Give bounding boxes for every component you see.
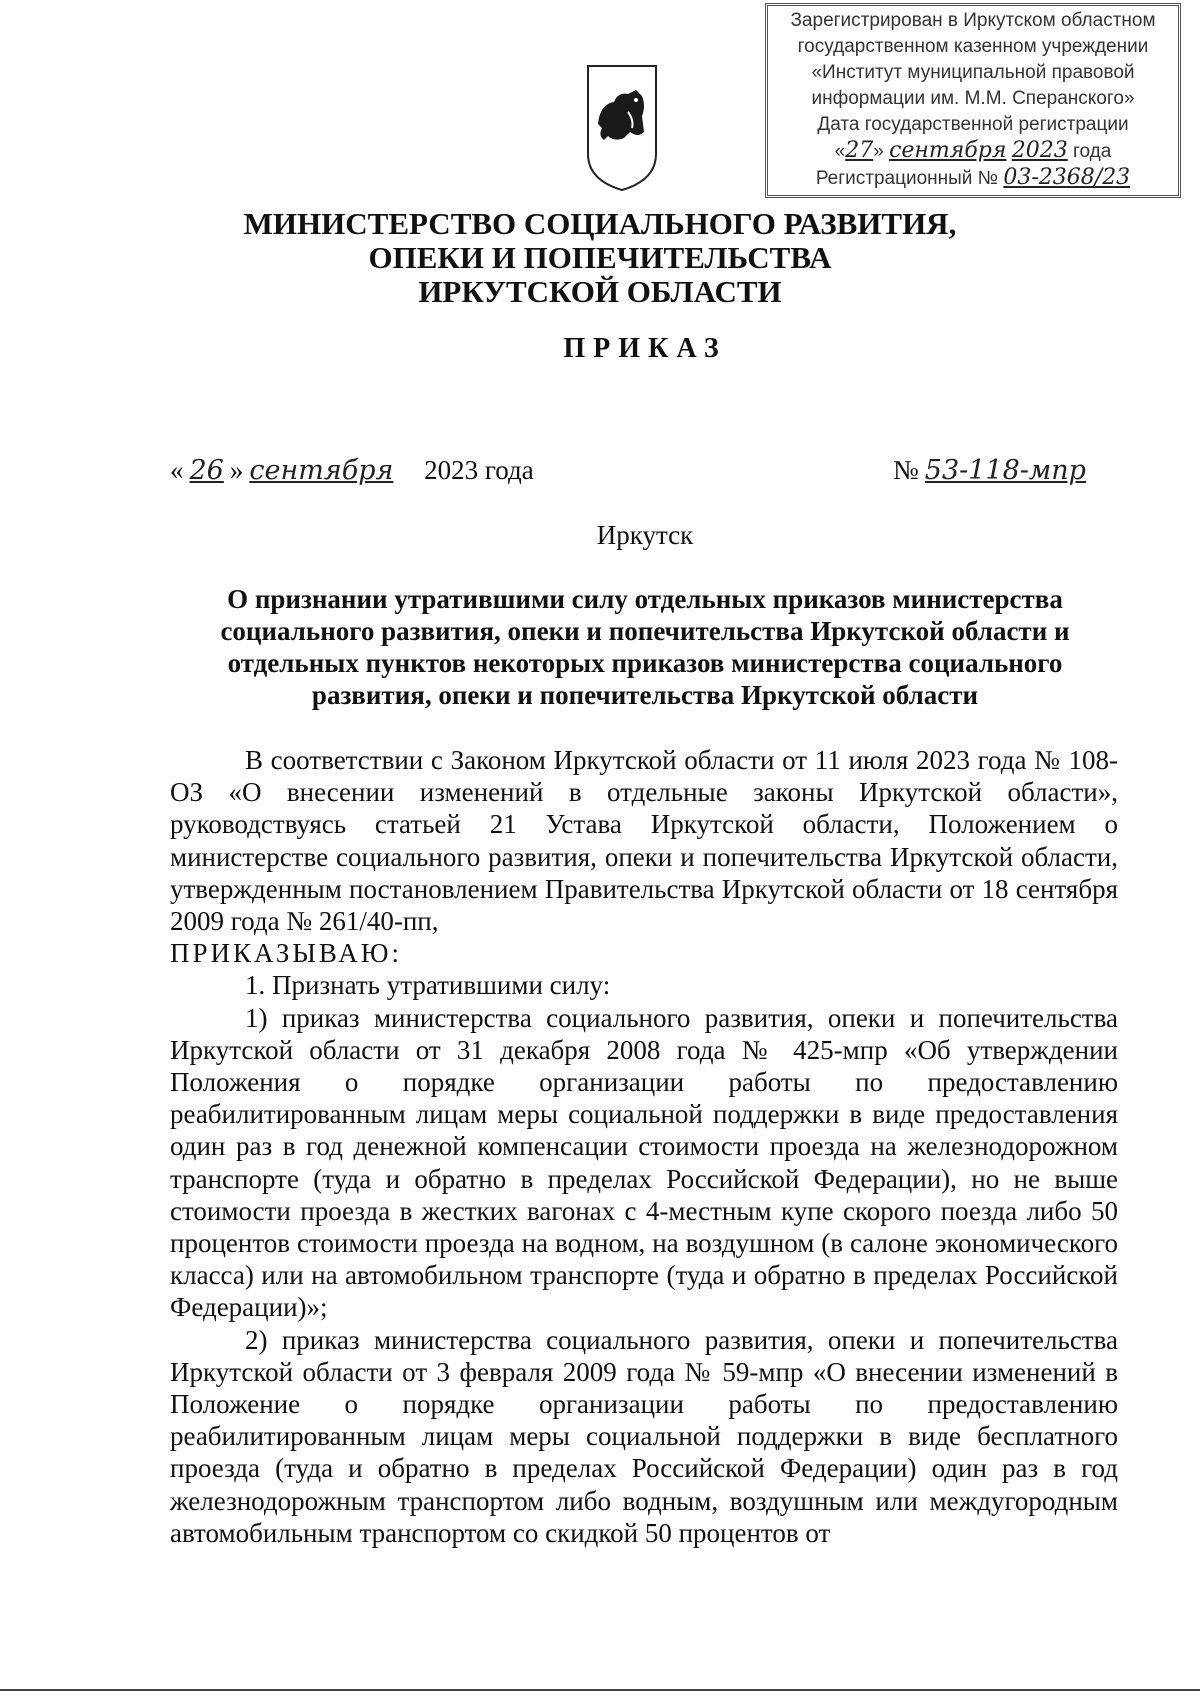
item-1: 1. Признать утратившими силу:	[245, 970, 611, 1001]
ministry-name-line1: МИНИСТЕРСТВО СОЦИАЛЬНОГО РАЗВИТИЯ,	[243, 206, 957, 241]
registration-stamp	[765, 3, 1181, 198]
order-title: О признании утратившими силу отдельных приказов министерства социального развития, опеки и попечительства Иркутской области и отдельных пунктов некоторых приказов министерства социального развития, опеки и попечительства Иркутской области	[220, 584, 1070, 710]
ministry-name-line2: ОПЕКИ И ПОПЕЧИТЕЛЬСТВА	[368, 240, 832, 275]
subitem-1: 1) приказ министерства социального развития, опеки и попечительства Иркутской области от 31 декабря 2008 года № 425-мпр «Об утверждении Положения о порядке организации работы по предоставлению реабилитированным лицам меры социальной поддержки в виде предоставления один раз в год денежной компенсации стоимости проезда на железнодорожном транспорте (туда и обратно в пределах Российской Федерации), но не выше стоимости проезда в жестких вагонах с 4-местным купе скорого поезда либо 50 процентов стоимости проезда на водном, на воздушном (в салоне экономического класса) или на автомобильном транспорте (туда и обратно в пределах Российской Федерации)»;	[170, 1002, 1118, 1323]
city: Иркутск	[596, 520, 694, 550]
date-year: 2023 года	[424, 455, 534, 485]
order-date: « 26 » сентября 2023 года	[170, 455, 534, 486]
stamp-line: информации им. М.М. Сперанского»	[811, 88, 1135, 109]
stamp-reg-number: 03-2368/23	[1003, 165, 1131, 190]
ministry-name-line3: ИРКУТСКОЙ ОБЛАСТИ	[418, 274, 782, 309]
stamp-date: «27» сентября 2023 года	[834, 138, 1112, 163]
stamp-reg: Регистрационный № 03-2368/23	[815, 165, 1131, 190]
date-day: 26	[189, 455, 224, 486]
page-bottom-rule	[0, 1689, 1200, 1691]
order-body	[170, 744, 1118, 1549]
command: ПРИКАЗЫВАЮ:	[170, 938, 402, 969]
order-number-value: 53-118-мпр	[924, 455, 1086, 486]
stamp-line: государственном казенном учреждении	[797, 36, 1149, 57]
date-month: сентября	[249, 455, 394, 486]
subitem-2: 2) приказ министерства социального развития, опеки и попечительства Иркутской области от 3 февраля 2009 года № 59-мпр «О внесении изменений в Положение о порядке организации работы по предоставлению реабилитированным лицам меры социальной поддержки в виде бесплатного проезда (туда и обратно в пределах Российской Федерации) один раз в год железнодорожным транспортом либо водным, воздушным или междугородным автомобильным транспортом со скидкой 50 процентов от	[170, 1324, 1118, 1548]
coat-of-arms-icon	[584, 62, 660, 194]
stamp-date-month: сентября	[889, 138, 1007, 163]
stamp-line: «Институт муниципальной правовой	[811, 62, 1135, 83]
order-number: № 53-118-мпр	[893, 455, 1092, 486]
stamp-line: Зарегистрирован в Иркутском областном	[790, 10, 1156, 31]
preamble: В соответствии с Законом Иркутской области от 11 июля 2023 года № 108-ОЗ «О внесении изменений в отдельные законы Иркутской области», руководствуясь статьей 21 Устава Иркутской области, Положением о министерстве социального развития, опеки и попечительства Иркутской области, утвержденным постановлением Правительства Иркутской области от 18 сентября 2009 года № 261/40-пп,	[170, 745, 1118, 937]
document-type: ПРИКАЗ	[563, 333, 727, 364]
stamp-line: Дата государственной регистрации	[817, 114, 1129, 135]
stamp-date-year: 2023	[1011, 138, 1068, 163]
stamp-date-day: 27	[845, 138, 874, 163]
